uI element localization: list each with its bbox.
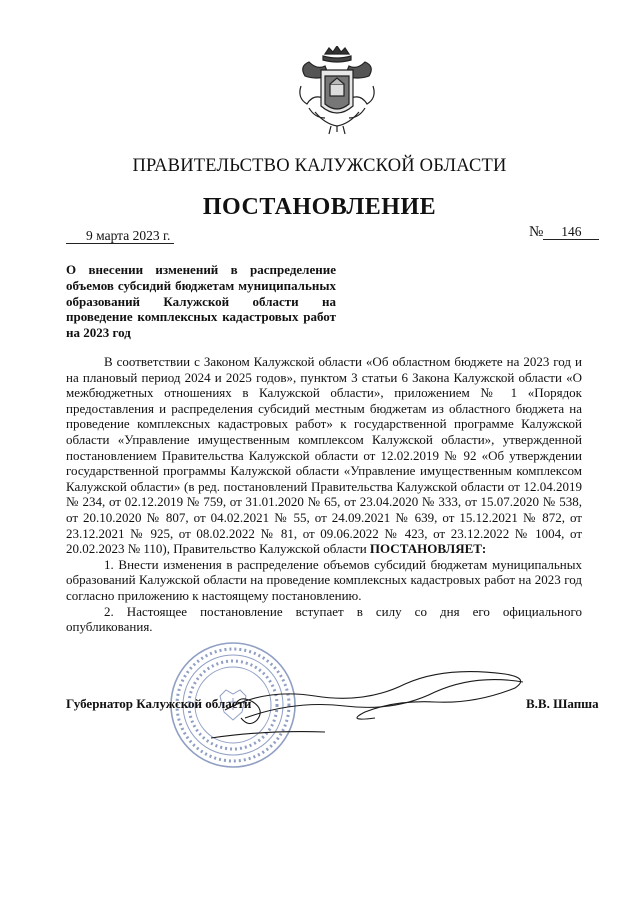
coat-of-arms-icon (295, 46, 379, 136)
document-date (66, 228, 174, 244)
preamble-text: В соответствии с Законом Калужской области «Об областном бюджете на 2023 год и на плановый период 2024 и 2025 годов», пунктом 3 статьи 6 Закона Калужской области «О межбюджетных отношениях в Калужской области», приложением № 1 «Порядок предоставления и распределения субсидий местным бюджетам из областного бюджета на проведение комплексных кадастровых работ» к государственной программе Калужской области «Управление имущественным комплексом Калужской области», утвержденной постановлением Правительства Калужской области от 12.02.2019 № 92 «Об утверждении государственной программы Калужской области «Управление имущественным комплексом Калужской области» (в ред. постановлений Правительства Калужской области от 12.04.2019 № 234, от 02.12.2019 № 759, от 31.01.2020 № 65, от 23.04.2020 № 333, от 15.07.2020 № 538, от 20.10.2020 № 807, от 04.02.2021 № 55, от 24.09.2021 № 639, от 15.12.2021 № 872, от 23.12.2021 № 925, от 08.02.2022 № 81, от 09.06.2022 № 423, от 23.12.2022 № 1004, от 20.02.2023 № 110), Правительство Калужской области (66, 354, 582, 557)
signatory-name: В.В. Шапша (526, 696, 599, 711)
document-subject: О внесении изменений в распределение объемов субсидий бюджетам муниципальных образований Калужской области на проведение комплексных кадастровых работ на 2023 год (66, 262, 336, 341)
signatory-role: Губернатор Калужской области (66, 696, 252, 711)
item-1: 1. Внести изменения в распределение объемов субсидий бюджетам муниципальных образований Калужской области на проведение комплексных кадастровых работ на 2023 год согласно приложению к настоящему постановлению. (66, 556, 582, 603)
document-type: ПОСТАНОВЛЕНИЕ (202, 194, 437, 220)
number-value: 146 (543, 224, 599, 240)
number-label: № (529, 224, 544, 240)
document-number (529, 224, 599, 241)
resolves-word: ПОСТАНОВЛЯЕТ (369, 541, 482, 557)
item-2: 2. Настоящее постановление вступает в силу со дня его официального опубликования. (66, 603, 582, 635)
handwritten-signature-icon (205, 648, 535, 753)
organization-title: ПРАВИТЕЛЬСТВО КАЛУЖСКОЙ ОБЛАСТИ (132, 156, 507, 176)
preamble-paragraph (66, 354, 582, 557)
date-value: 9 марта 2023 г. (66, 228, 174, 244)
resolves-punct: : (481, 541, 487, 557)
document-body (66, 354, 582, 635)
